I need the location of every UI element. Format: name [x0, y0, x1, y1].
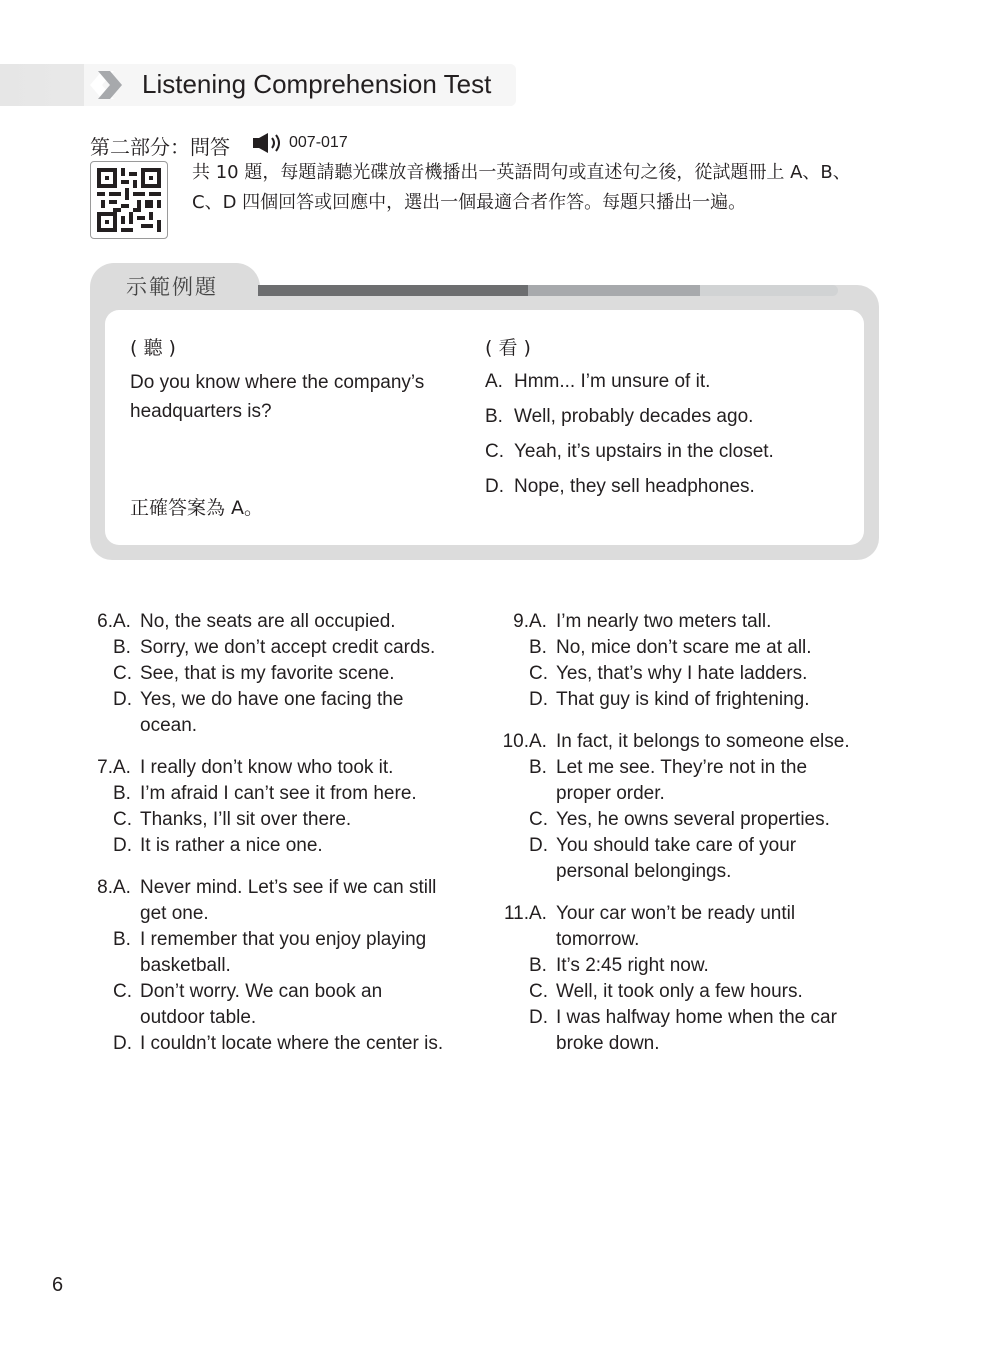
example-heading: 示範例題: [126, 275, 218, 299]
option-text-line: ocean.: [140, 715, 198, 736]
page-title: Listening Comprehension Test: [142, 69, 492, 99]
answer-option[interactable]: [499, 661, 899, 687]
question-number: 8.: [97, 877, 113, 898]
option-letter: D.: [113, 1033, 132, 1054]
answer-option[interactable]: [83, 979, 483, 1031]
answer-option[interactable]: [499, 635, 899, 661]
option-letter: C.: [113, 663, 132, 684]
option-text-line: Well, it took only a few hours.: [556, 981, 803, 1002]
questions-right-column: [499, 609, 899, 1057]
option-letter: A.: [529, 731, 547, 752]
example-question-line: headquarters is?: [130, 401, 272, 422]
answer-option[interactable]: [499, 609, 899, 635]
option-letter: B.: [529, 757, 547, 778]
option-text-line: Never mind. Let’s see if we can still: [140, 877, 437, 898]
option-text-line: In fact, it belongs to someone else.: [556, 731, 850, 752]
answer-option[interactable]: [499, 729, 899, 755]
option-text-line: See, that is my favorite scene.: [140, 663, 395, 684]
example-option: [485, 476, 755, 498]
example-option: [485, 371, 710, 393]
option-letter: C.: [529, 809, 548, 830]
question-item: [499, 609, 899, 713]
option-text-line: outdoor table.: [140, 1007, 257, 1028]
instructions: [192, 158, 892, 218]
answer-option[interactable]: [499, 687, 899, 713]
example-answer: 正確答案為 A。: [130, 497, 264, 519]
question-item: [83, 875, 483, 1057]
instructions-line: 共 10 題，每題請聽光碟放音機播出一英語問句或直述句之後，從試題冊上 A、B、: [192, 162, 851, 183]
track-number: 007-017: [289, 134, 348, 151]
listen-label: ( 聽 ): [130, 337, 176, 359]
option-text-line: I couldn’t locate where the center is.: [140, 1033, 444, 1054]
option-letter: A.: [529, 611, 547, 632]
qr-code-icon: [97, 168, 161, 232]
answer-option[interactable]: [499, 901, 899, 953]
option-text-line: Let me see. They’re not in the: [556, 757, 808, 778]
read-label: ( 看 ): [485, 337, 531, 359]
question-item: [499, 729, 899, 885]
example-option: [485, 441, 774, 463]
answer-option[interactable]: [499, 755, 899, 807]
option-text-line: personal belongings.: [556, 861, 732, 882]
option-text-line: Yes, we do have one facing the: [140, 689, 404, 710]
question-number: 7.: [97, 757, 113, 778]
option-letter: C.: [529, 981, 548, 1002]
option-letter: D.: [485, 476, 504, 497]
answer-option[interactable]: [499, 833, 899, 885]
answer-option[interactable]: [499, 979, 899, 1005]
answer-option[interactable]: [83, 609, 483, 635]
option-text-line: Sorry, we don’t accept credit cards.: [140, 637, 436, 658]
option-text-line: I really don’t know who took it.: [140, 757, 394, 778]
question-number: 6.: [97, 611, 113, 632]
question-number: 10.: [502, 731, 529, 752]
option-text-line: get one.: [140, 903, 209, 924]
example-bar-mid: [528, 285, 706, 296]
question-number: 11.: [503, 903, 529, 924]
option-letter: C.: [529, 663, 548, 684]
option-text-line: I was halfway home when the car: [556, 1007, 837, 1028]
option-letter: B.: [485, 406, 503, 427]
option-text: Yeah, it’s upstairs in the closet.: [514, 441, 774, 462]
answer-option[interactable]: [83, 807, 483, 833]
option-letter: A.: [113, 877, 131, 898]
option-letter: D.: [113, 835, 132, 856]
option-text-line: No, the seats are all occupied.: [140, 611, 396, 632]
option-text-line: I’m afraid I can’t see it from here.: [140, 783, 417, 804]
question-item: [499, 901, 899, 1057]
option-text-line: Your car won’t be ready until: [556, 903, 796, 924]
answer-option[interactable]: [83, 661, 483, 687]
answer-option[interactable]: [499, 1005, 899, 1057]
option-letter: D.: [113, 689, 132, 710]
option-letter: A.: [529, 903, 547, 924]
option-text-line: No, mice don’t scare me at all.: [556, 637, 812, 658]
option-letter: B.: [113, 929, 131, 950]
option-text-line: Yes, that’s why I hate ladders.: [556, 663, 808, 684]
answer-option[interactable]: [83, 1031, 483, 1057]
option-letter: A.: [113, 757, 131, 778]
part-title: 第二部分：問答: [90, 135, 230, 159]
option-text-line: basketball.: [140, 955, 231, 976]
question-item: [83, 755, 483, 859]
answer-option[interactable]: [83, 687, 483, 739]
option-text-line: Don’t worry. We can book an: [140, 981, 383, 1002]
option-text-line: That guy is kind of frightening.: [556, 689, 810, 710]
questions-left-column: [83, 609, 483, 1057]
option-text-line: proper order.: [556, 783, 665, 804]
option-text-line: Yes, he owns several properties.: [556, 809, 830, 830]
option-letter: B.: [529, 637, 547, 658]
option-letter: D.: [529, 689, 548, 710]
option-text-line: It’s 2:45 right now.: [556, 955, 709, 976]
option-letter: D.: [529, 835, 548, 856]
option-text-line: It is rather a nice one.: [140, 835, 323, 856]
chevron-right-icon: [88, 68, 126, 102]
answer-option[interactable]: [499, 807, 899, 833]
option-text: Hmm... I’m unsure of it.: [514, 371, 711, 392]
option-letter: C.: [113, 981, 132, 1002]
answer-option[interactable]: [83, 875, 483, 927]
option-letter: C.: [113, 809, 132, 830]
option-text-line: I’m nearly two meters tall.: [556, 611, 772, 632]
option-text: Well, probably decades ago.: [514, 406, 754, 427]
option-text: Nope, they sell headphones.: [514, 476, 755, 497]
option-text-line: tomorrow.: [556, 929, 640, 950]
option-letter: B.: [529, 955, 547, 976]
option-text-line: broke down.: [556, 1033, 660, 1054]
option-letter: D.: [529, 1007, 548, 1028]
option-letter: B.: [113, 637, 131, 658]
answer-option[interactable]: [83, 927, 483, 979]
option-text-line: Thanks, I’ll sit over there.: [140, 809, 352, 830]
question-number: 9.: [513, 611, 529, 632]
question-item: [83, 609, 483, 739]
answer-option[interactable]: [83, 635, 483, 661]
qr-code[interactable]: [90, 161, 168, 239]
option-letter: A.: [485, 371, 503, 392]
option-letter: C.: [485, 441, 504, 462]
option-letter: B.: [113, 783, 131, 804]
example-question-line: Do you know where the company’s: [130, 372, 425, 393]
option-text-line: I remember that you enjoy playing: [140, 929, 427, 950]
answer-option[interactable]: [83, 781, 483, 807]
page-number: 6: [52, 1274, 64, 1296]
speaker-icon[interactable]: [252, 132, 286, 154]
answer-option[interactable]: [499, 953, 899, 979]
example-bar-light: [700, 285, 838, 296]
answer-option[interactable]: [83, 833, 483, 859]
instructions-line: C、D 四個回答或回應中，選出一個最適合者作答。每題只播出一遍。: [192, 192, 747, 213]
example-option: [485, 406, 753, 428]
option-letter: A.: [113, 611, 131, 632]
answer-option[interactable]: [83, 755, 483, 781]
option-text-line: You should take care of your: [556, 835, 797, 856]
example-bar-dark: [258, 285, 533, 296]
